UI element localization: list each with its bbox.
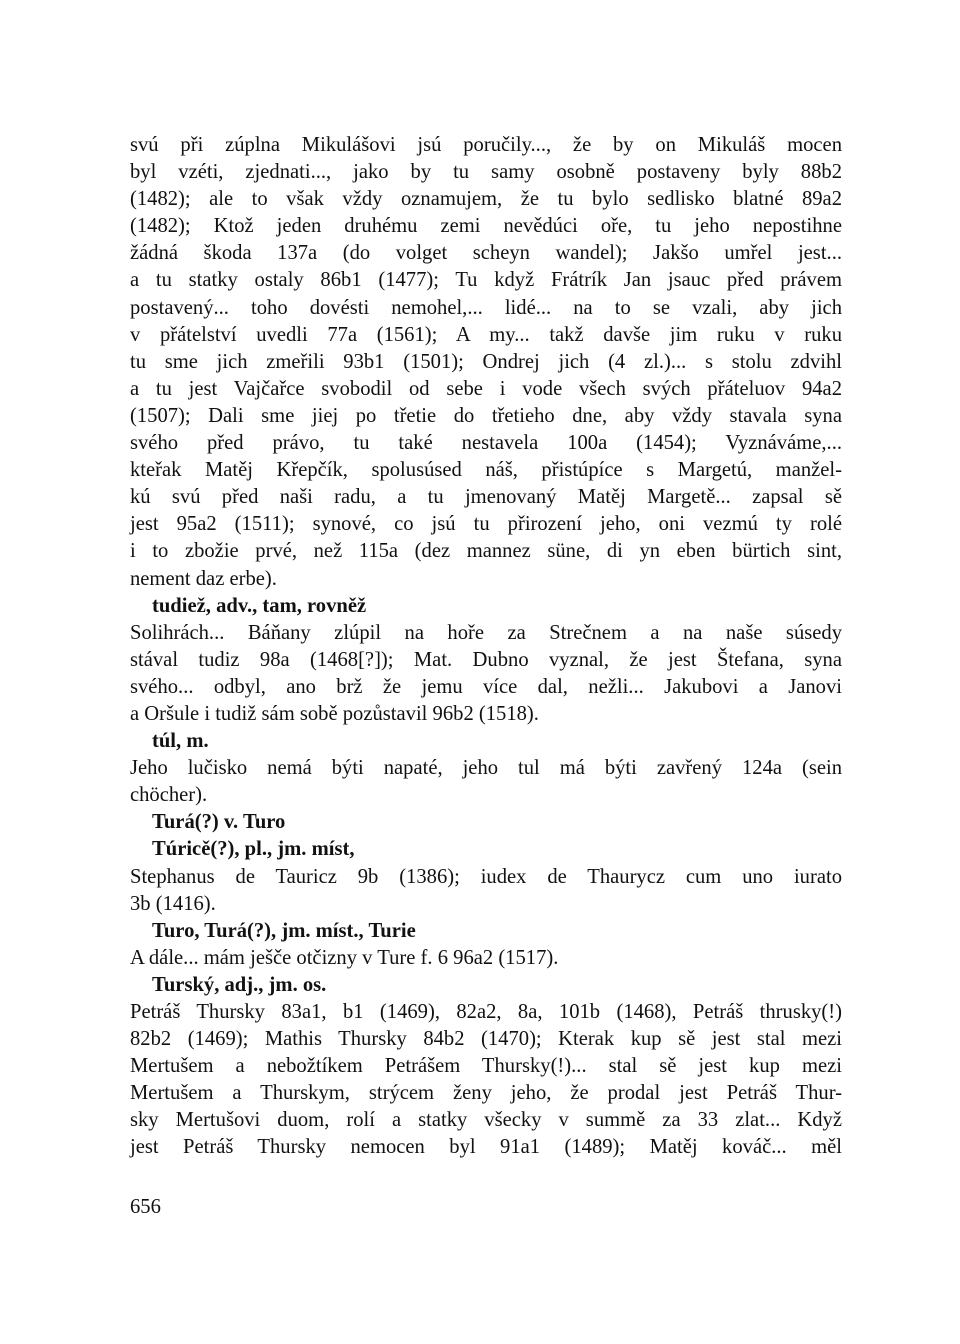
text-line: a Oršule i tudiž sám sobě pozůstavil 96b2 (1518). (130, 702, 539, 725)
text-line: A dále... mám ješče otčizny v Ture f. 6 96a2 (1517). (130, 946, 559, 969)
entry-headword: tudiež, adv., tam, rovněž (152, 594, 367, 617)
text-line: (1482); ale to však vždy oznamujem, že tu bylo sedlisko blatné 89a2 (130, 188, 842, 211)
text-line: svého... odbyl, ano brž že jemu více dal, nežli... Jakubovi a Janovi (130, 675, 842, 698)
page-number: 656 (130, 1196, 161, 1218)
text-line: 82b2 (1469); Mathis Thursky 84b2 (1470); Kterak kup sě jest stal mezi (130, 1028, 842, 1051)
text-line: žádná škoda 137a (do volget scheyn wandel); Jakšo umřel jest... (130, 242, 842, 265)
text-line: a tu jest Vajčařce svobodil od sebe i vode všech svých přáteluov 94a2 (130, 377, 842, 400)
entry-headword: Túricě(?), pl., jm. míst, (152, 838, 355, 861)
entry-headword: Turá(?) v. Turo (152, 811, 286, 834)
text-line: Mertušem a Thurskym, strýcem ženy jeho, že prodal jest Petráš Thur- (130, 1082, 842, 1105)
text-line: i to zbožie prvé, než 115a (dez mannez süne, di yn eben bürtich sint, (130, 540, 842, 563)
text-line: chöcher). (130, 784, 208, 807)
entry-headword: túl, m. (152, 730, 209, 753)
text-line: kteřak Matěj Křepčík, spolusúsed náš, přistúpíce s Margetú, manžel- (130, 459, 842, 482)
text-line: Stephanus de Tauricz 9b (1386); iudex de Thaurycz cum uno iurato (130, 865, 842, 888)
entry-headword: Turo, Turá(?), jm. míst., Turie (152, 919, 416, 942)
text-line: Petráš Thursky 83a1, b1 (1469), 82a2, 8a, 101b (1468), Petráš thrusky(!) (130, 1001, 842, 1023)
text-line: stával tudiz 98a (1468[?]); Mat. Dubno vyznal, že jest Štefana, syna (130, 648, 842, 671)
text-line: Solihrách... Báňany zlúpil na hoře za Strečnem a na naše súsedy (130, 621, 842, 644)
dictionary-page-text (130, 132, 842, 1162)
text-line: a tu statky ostaly 86b1 (1477); Tu když Frátrík Jan jsauc před právem (130, 269, 842, 292)
text-line: 3b (1416). (130, 892, 216, 915)
text-line: svého před právo, tu také nestavela 100a (1454); Vyznáváme,... (130, 432, 842, 455)
text-line: nement daz erbe). (130, 567, 277, 590)
text-line: Jeho lučisko nemá býti napaté, jeho tul má býti zavřený 124a (sein (130, 757, 842, 780)
text-line: (1507); Dali sme jiej po třetie do třetieho dne, aby vždy stavala syna (130, 404, 842, 427)
text-line: kú svú před naši radu, a tu jmenovaný Matěj Margetě... zapsal sě (130, 486, 842, 509)
text-line: jest 95a2 (1511); synové, co jsú tu přirození jeho, oni vezmú ty rolé (130, 513, 842, 536)
text-line: svú při zúplna Mikulášovi jsú poručily..., že by on Mikuláš mocen (130, 134, 842, 156)
text-line: sky Mertušovi duom, rolí a statky všecky v summě za 33 zlat... Když (130, 1109, 842, 1132)
text-line: postavený... toho dovésti nemohel,... lidé... na to se vzali, aby jich (130, 296, 842, 319)
text-line: (1482); Ktož jeden druhému zemi nevědúci oře, tu jeho nepostihne (130, 215, 842, 238)
text-line: tu sme jich zmeřili 93b1 (1501); Ondrej jich (4 zl.)... s stolu zdvihl (130, 350, 842, 373)
entry-headword: Turský, adj., jm. os. (152, 973, 327, 996)
text-line: byl vzéti, zjednati..., jako by tu samy osobně postaveny byly 88b2 (130, 161, 842, 184)
text-line: v přátelství uvedli 77a (1561); A my... takž davše jim ruku v ruku (130, 323, 842, 346)
text-line: jest Petráš Thursky nemocen byl 91a1 (1489); Matěj kováč... měl (130, 1136, 842, 1159)
text-line: Mertušem a nebožtíkem Petrášem Thursky(!)... stal sě jest kup mezi (130, 1055, 842, 1078)
